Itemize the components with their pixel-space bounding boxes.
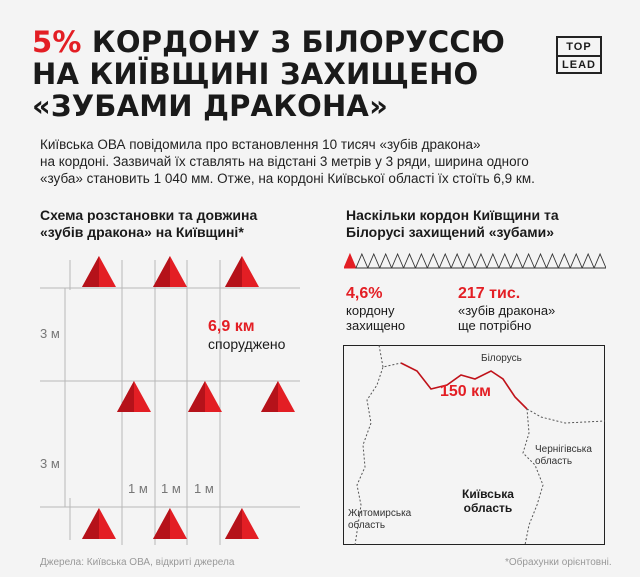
- scheme-guide-lines: [40, 260, 300, 545]
- unprotected-tooth-icon: [427, 254, 439, 268]
- unprotected-tooth-icon: [499, 254, 511, 268]
- built-length-label: споруджено: [208, 336, 286, 352]
- zhytomyr-label-line: Житомирська: [348, 508, 412, 519]
- teeth-scheme: [0, 0, 320, 560]
- chernihiv-label: [535, 444, 592, 468]
- unprotected-tooth-icon: [535, 254, 547, 268]
- teeth-needed-label: ще потрібно: [458, 318, 532, 333]
- unprotected-tooth-icon: [558, 254, 570, 268]
- dragon-tooth-icon: [82, 256, 116, 287]
- protected-label: захищено: [346, 318, 406, 333]
- logo-divider: [558, 55, 600, 57]
- toplead-logo: [556, 36, 602, 74]
- sources-note: Джерела: Київська ОВА, відкриті джерела: [40, 557, 235, 568]
- unprotected-tooth-icon: [380, 254, 392, 268]
- dragon-tooth-icon: [225, 256, 259, 287]
- logo-bottom-text: LEAD: [562, 59, 596, 71]
- unprotected-tooth-icon: [392, 254, 404, 268]
- teeth-needed-value: 217 тис.: [458, 285, 521, 302]
- col-gap-label: 1 м: [194, 481, 214, 496]
- row-gap-label: 3 м: [40, 456, 60, 471]
- col-gap-label: 1 м: [128, 481, 148, 496]
- unprotected-tooth-icon: [594, 254, 606, 268]
- dragon-tooth-icon: [261, 381, 295, 412]
- coverage-heading-line: Наскільки кордон Київщини та: [346, 207, 559, 223]
- unprotected-tooth-icon: [487, 254, 499, 268]
- footnote: *Обрахунки орієнтовні.: [505, 557, 612, 568]
- protected-tooth-icon: [344, 254, 356, 268]
- scheme-heading-line: Схема розстановки та довжина: [40, 207, 258, 223]
- intro-line: Київська ОВА повідомила про встановлення 10 тисяч «зубів дракона»: [40, 137, 481, 152]
- unprotected-tooth-icon: [415, 254, 427, 268]
- col-gap-label: 1 м: [161, 481, 181, 496]
- zhytomyr-label: [348, 508, 411, 532]
- unprotected-tooth-icon: [582, 254, 594, 268]
- coverage-heading-line: Білорусі захищений «зубами»: [346, 224, 555, 240]
- kyiv-label: [462, 487, 514, 515]
- unprotected-tooth-icon: [356, 254, 368, 268]
- unprotected-tooth-icon: [463, 254, 475, 268]
- row-gap-label: 3 м: [40, 326, 60, 341]
- protected-percent-value: 4,6%: [346, 285, 383, 302]
- unprotected-tooth-icon: [511, 254, 523, 268]
- teeth-needed-label: «зубів дракона»: [458, 303, 556, 318]
- title-line1: КОРДОНУ З БІЛОРУССЮ: [81, 25, 506, 59]
- intro-line: «зуба» становить 1 040 мм. Отже, на кордоні Київської області їх стоїть 6,9 км.: [40, 171, 535, 186]
- kyiv-label-line: Київська: [462, 487, 514, 501]
- unprotected-tooth-icon: [404, 254, 416, 268]
- zhytomyr-label-line: область: [348, 520, 386, 531]
- coverage-heading: [346, 207, 559, 241]
- dragon-tooth-icon: [225, 508, 259, 539]
- unprotected-tooth-icon: [368, 254, 380, 268]
- dragon-tooth-icon: [188, 381, 222, 412]
- dragon-teeth: [82, 256, 295, 539]
- unprotected-tooth-icon: [546, 254, 558, 268]
- unprotected-tooth-icon: [523, 254, 535, 268]
- dragon-tooth-icon: [153, 508, 187, 539]
- chernihiv-label-line: область: [535, 456, 573, 467]
- title-line2: НА КИЇВЩИНІ ЗАХИЩЕНО: [32, 57, 479, 91]
- dragon-tooth-icon: [82, 508, 116, 539]
- chernihiv-label-line: Чернігівська: [535, 444, 592, 455]
- border-length-label: 150 км: [440, 383, 491, 400]
- dragon-tooth-icon: [153, 256, 187, 287]
- kyiv-label-line: область: [463, 501, 513, 515]
- unprotected-tooth-icon: [475, 254, 487, 268]
- unprotected-tooth-icon: [451, 254, 463, 268]
- built-length-value: 6,9 км: [208, 318, 255, 335]
- unprotected-tooth-icon: [439, 254, 451, 268]
- logo-top-text: TOP: [566, 41, 592, 53]
- scheme-heading-line: «зубів дракона» на Київщині*: [40, 224, 244, 240]
- intro-line: на кордоні. Зазвичай їх ставлять на відстані 3 метрів у 3 ряди, ширина одного: [40, 154, 529, 169]
- coverage-teeth-strip: [344, 252, 606, 272]
- title-line3: «ЗУБАМИ ДРАКОНА»: [32, 89, 389, 123]
- protected-label: кордону: [346, 303, 395, 318]
- title-percent: 5%: [32, 25, 82, 59]
- unprotected-tooth-icon: [570, 254, 582, 268]
- belarus-label: Білорусь: [481, 353, 522, 364]
